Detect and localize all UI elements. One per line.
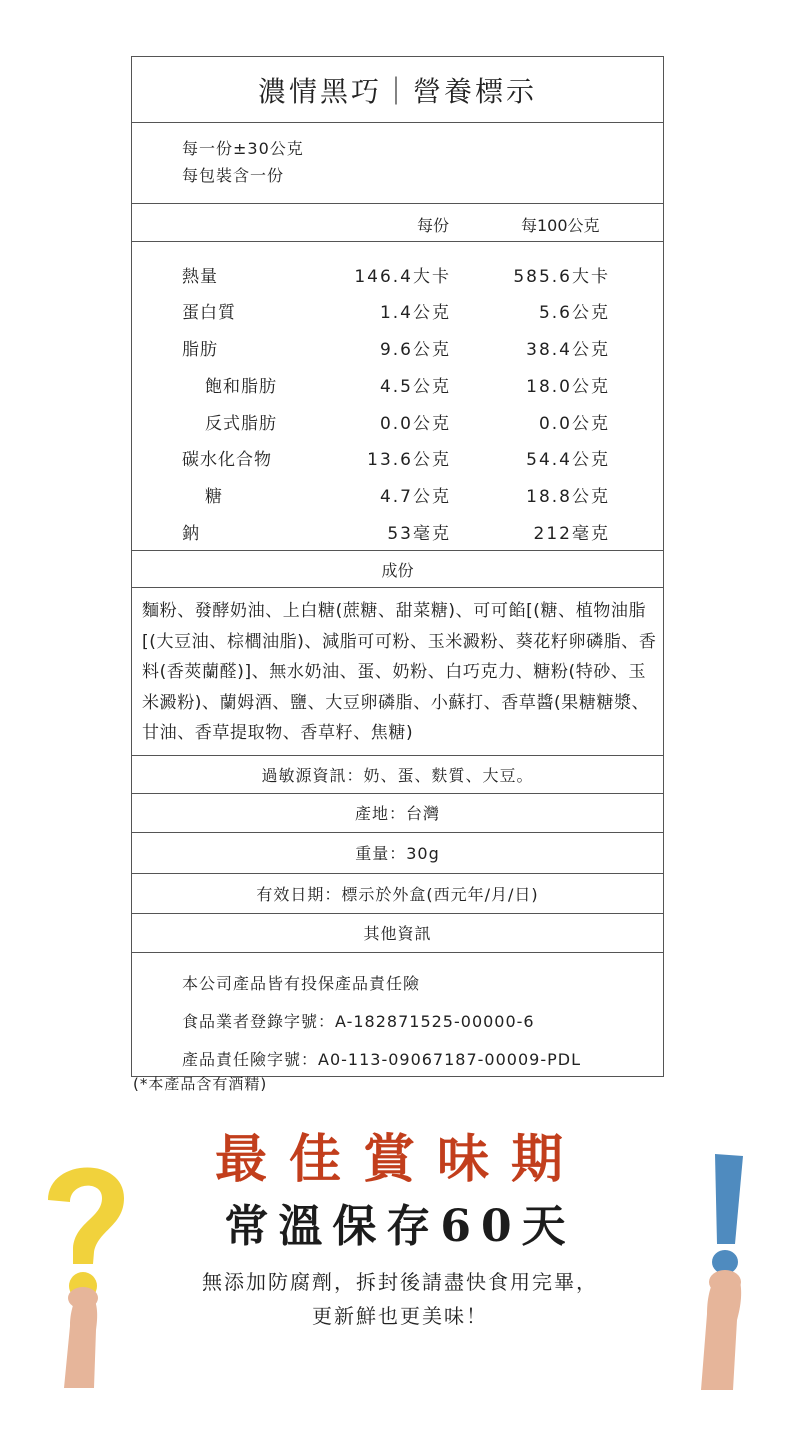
nutrient-per-100g: 212毫克: [533, 524, 610, 544]
nutrient-per-serving: 1.4公克: [379, 303, 451, 323]
alcohol-note: (*本產品含有酒精): [133, 1075, 268, 1093]
nutrient-per-100g: 5.6公克: [538, 303, 610, 323]
nutrient-row: [132, 445, 663, 469]
origin-info: 產地：台灣: [132, 794, 663, 833]
nutrient-name: 脂肪: [182, 340, 218, 360]
nutrient-per-serving: 146.4大卡: [354, 267, 451, 287]
nutrient-per-100g: 585.6大卡: [513, 267, 610, 287]
storage-advice-line-2: 更新鮮也更美味！: [312, 1304, 488, 1328]
nutrient-row: [132, 519, 663, 543]
serving-size: 每一份±30公克: [182, 139, 304, 158]
exclamation-mark-sign-icon: [685, 1150, 765, 1390]
nutrient-per-100g: 18.0公克: [526, 377, 610, 397]
storage-advice-line-1: 無添加防腐劑，拆封後請盡快食用完畢，: [202, 1270, 598, 1294]
label-title: 濃情黑巧｜營養標示: [132, 57, 663, 123]
nutrient-row: [132, 298, 663, 322]
insurance-statement: 本公司產品皆有投保產品責任險: [182, 973, 421, 993]
nutrient-name: 飽和脂肪: [205, 377, 277, 397]
nutrient-name: 熱量: [182, 267, 218, 287]
nutrient-name: 蛋白質: [182, 303, 236, 323]
weight-info: 重量：30g: [132, 833, 663, 874]
other-info-title: 其他資訊: [132, 914, 663, 953]
nutrient-name: 糖: [205, 487, 223, 507]
nutrition-label: [131, 56, 664, 1077]
column-per-100g: 每100公克: [521, 216, 600, 235]
nutrient-per-100g: 18.8公克: [526, 487, 610, 507]
nutrient-per-serving: 4.7公克: [379, 487, 451, 507]
allergy-info: 過敏源資訊：奶、蛋、麩質、大豆。: [132, 756, 663, 794]
column-header: [132, 204, 663, 242]
nutrient-per-serving: 0.0公克: [379, 414, 451, 434]
nutrient-table: [132, 242, 663, 551]
nutrient-name: 反式脂肪: [205, 414, 277, 434]
nutrient-name: 碳水化合物: [182, 450, 272, 470]
shelf-life-text: 常溫保存60天: [224, 1201, 576, 1252]
registration-number: 食品業者登錄字號：A-182871525-00000-6: [182, 1011, 535, 1031]
nutrient-per-serving: 9.6公克: [379, 340, 451, 360]
nutrient-per-serving: 4.5公克: [379, 377, 451, 397]
nutrient-name: 鈉: [182, 524, 200, 544]
ingredients-title: 成份: [132, 551, 663, 588]
ingredients-text: 麵粉、發酵奶油、上白糖(蔗糖、甜菜糖)、可可餡[(糖、植物油脂[(大豆油、棕櫚油脂)、減脂可可粉、玉米澱粉、葵花籽卵磷脂、香料(香莢蘭醛)]、無水奶油、蛋、奶粉、白巧克力、糖粉(特砂、玉米澱粉)、蘭姆酒、鹽、大豆卵磷脂、小蘇打、香草醬(果糖糖漿、甘油、香草提取物、香草籽、焦糖): [132, 588, 663, 756]
nutrient-per-100g: 0.0公克: [538, 414, 610, 434]
nutrient-row: [132, 482, 663, 506]
nutrient-per-serving: 13.6公克: [367, 450, 451, 470]
nutrient-per-100g: 54.4公克: [526, 450, 610, 470]
question-mark-sign-icon: [40, 1148, 130, 1388]
nutrient-row: [132, 372, 663, 396]
other-info: [132, 953, 663, 1076]
nutrient-row: [132, 262, 663, 286]
column-per-serving: 每份: [417, 216, 450, 235]
nutrient-row: [132, 335, 663, 359]
liability-insurance-number: 產品責任險字號：A0-113-09067187-00009-PDL: [182, 1049, 581, 1069]
nutrient-row: [132, 409, 663, 433]
nutrient-per-serving: 53毫克: [387, 524, 451, 544]
expiry-info: 有效日期：標示於外盒(西元年/月/日): [132, 874, 663, 914]
serving-info: [132, 123, 663, 204]
servings-per-pack: 每包裝含一份: [182, 166, 285, 185]
best-before-heading: 最佳賞味期: [214, 1129, 585, 1190]
nutrient-per-100g: 38.4公克: [526, 340, 610, 360]
